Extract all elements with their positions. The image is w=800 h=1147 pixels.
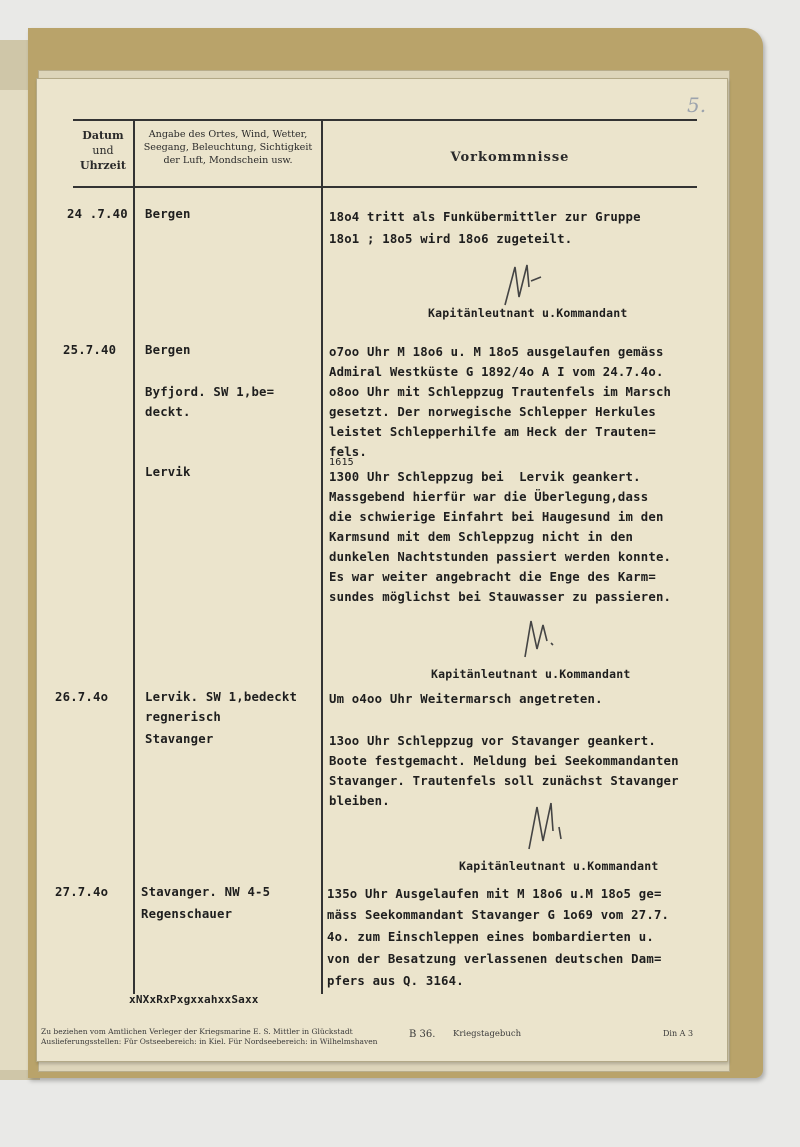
entry-2-place: deckt. bbox=[145, 405, 191, 419]
column-divider-1 bbox=[133, 119, 135, 994]
entry-2-text-line: sundes möglichst bei Stauwasser zu passieren. bbox=[329, 590, 672, 604]
entry-2-signature: Kapitänleutnant u.Kommandant bbox=[431, 667, 631, 681]
column-divider-2 bbox=[321, 119, 323, 994]
header-location-weather: Angabe des Ortes, Wind, Wetter, Seegang, Beleuchtung, Sichtigkeit der Luft, Mondschein usw. bbox=[143, 129, 313, 166]
logbook-page bbox=[36, 78, 728, 1062]
entry-2-text-line: Massgebend hierfür war die Überlegung,dass bbox=[329, 490, 649, 504]
entry-2-text-line: 1300 Uhr Schleppzug bei Lervik geankert. bbox=[329, 470, 641, 484]
entry-1-text-line: 18o1 ; 18o5 wird 18o6 zugeteilt. bbox=[329, 232, 573, 246]
entry-3-text-line: Stavanger. Trautenfels soll zunächst Stavanger bbox=[329, 774, 679, 788]
entry-2-time-correction: 1615 bbox=[329, 457, 354, 468]
entry-1-place: Bergen bbox=[145, 207, 191, 221]
entry-4-text-line: 135o Uhr Ausgelaufen mit M 18o6 u.M 18o5 ge= bbox=[327, 887, 662, 901]
entry-2-place: Lervik bbox=[145, 465, 191, 479]
entry-2-text-line: o8oo Uhr mit Schleppzug Trautenfels im Marsch bbox=[329, 385, 672, 399]
entry-2-place: Bergen bbox=[145, 343, 191, 357]
entry-2-text-line: leistet Schlepperhilfe am Heck der Trauten= bbox=[329, 425, 656, 439]
entry-4-text-line: mäss Seekommandant Stavanger G 1o69 vom 27.7. bbox=[327, 908, 670, 922]
entry-4-text-line: von der Besatzung verlassenen deutschen Dam= bbox=[327, 952, 662, 966]
entry-3-place: Stavanger bbox=[145, 732, 214, 746]
background-page-edge bbox=[0, 90, 31, 1070]
footer-form-title: Kriegstagebuch bbox=[453, 1029, 522, 1039]
entry-3-signature: Kapitänleutnant u.Kommandant bbox=[459, 859, 659, 873]
entry-2-handwritten-signature bbox=[515, 613, 565, 663]
entry-1-text-line: 18o4 tritt als Funkübermittler zur Gruppe bbox=[329, 210, 641, 224]
entry-4-place: Stavanger. NW 4-5 bbox=[141, 885, 271, 899]
footer-publisher: Zu beziehen vom Amtlichen Verleger der Kriegsmarine E. S. Mittler in Glückstadt Auslieferungsstellen: Für Ostseebereich: in Kiel. Für Nordseebereich: in Wilhelmshaven bbox=[41, 1027, 378, 1046]
page-number: 5. bbox=[687, 93, 707, 117]
entry-2-place: Byfjord. SW 1,be= bbox=[145, 385, 275, 399]
entry-2-text-line: Es war weiter angebracht die Enge des Karm= bbox=[329, 570, 656, 584]
entry-4-text-line: 4o. zum Einschleppen eines bombardierten u. bbox=[327, 930, 654, 944]
entry-3-date: 26.7.4o bbox=[55, 690, 109, 704]
header-events: Vorkommnisse bbox=[450, 150, 570, 165]
entry-3-handwritten-signature bbox=[521, 797, 571, 857]
entry-1-handwritten-signature bbox=[497, 257, 547, 312]
entry-2-text-line: die schwierige Einfahrt bei Haugesund im den bbox=[329, 510, 664, 524]
footer-paper-size: Din A 3 bbox=[663, 1029, 694, 1038]
entry-3-text-line: Boote festgemacht. Meldung bei Seekommandanten bbox=[329, 754, 679, 768]
entry-4-place: Regenschauer bbox=[141, 907, 233, 921]
entry-2-text-line: Karmsund mit dem Schleppzug nicht in den bbox=[329, 530, 634, 544]
entry-2-text-line: fels. bbox=[329, 445, 368, 459]
header-bottom-rule bbox=[73, 186, 697, 188]
header-date-time: Datum und Uhrzeit bbox=[80, 129, 126, 172]
struck-text: xNXxRxPxgxxahxxSaxx bbox=[129, 993, 259, 1006]
entry-3-text-line: bleiben. bbox=[329, 794, 390, 808]
header-top-rule bbox=[73, 119, 697, 121]
entry-1-date: 24 .7.40 bbox=[67, 207, 128, 221]
entry-1-signature: Kapitänleutnant u.Kommandant bbox=[428, 306, 628, 320]
entry-3-text-line: 13oo Uhr Schleppzug vor Stavanger geankert. bbox=[329, 734, 656, 748]
entry-2-text-line: gesetzt. Der norwegische Schlepper Herkules bbox=[329, 405, 656, 419]
entry-2-text-line: o7oo Uhr M 18o6 u. M 18o5 ausgelaufen gemäss bbox=[329, 345, 664, 359]
entry-3-place: Lervik. SW 1,bedeckt bbox=[145, 690, 298, 704]
entry-3-place: regnerisch bbox=[145, 710, 222, 724]
entry-2-date: 25.7.40 bbox=[63, 343, 117, 357]
entry-3-text-line: Um o4oo Uhr Weitermarsch angetreten. bbox=[329, 692, 603, 706]
entry-2-text-line: Admiral Westküste G 1892/4o A I vom 24.7.4o. bbox=[329, 365, 664, 379]
entry-2-text-line: dunkelen Nachtstunden passiert werden konnte. bbox=[329, 550, 672, 564]
footer-form-number: B 36. bbox=[409, 1029, 436, 1040]
entry-4-text-line: pfers aus Q. 3164. bbox=[327, 974, 464, 988]
entry-4-date: 27.7.4o bbox=[55, 885, 109, 899]
